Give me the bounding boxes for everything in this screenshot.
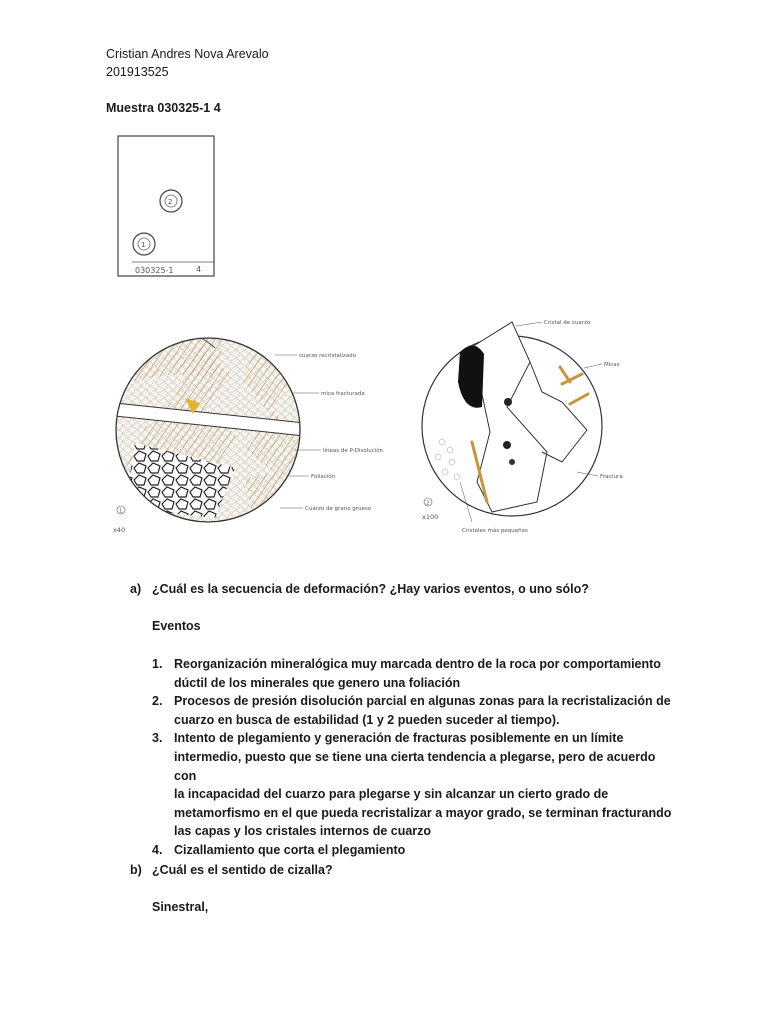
sketch1-label-0: cuarzo recristalizado	[299, 353, 357, 359]
event-number: 4.	[152, 842, 163, 857]
slide-label-num: 4	[196, 265, 202, 274]
sample-title: Muestra 030325-1 4	[106, 101, 221, 115]
event-line: dúctil de los minerales que genero una foliación	[174, 675, 461, 690]
event-line: Procesos de presión disolución parcial en algunas zonas para la recristalización de	[174, 694, 671, 709]
event-number: 1.	[152, 657, 163, 671]
event-item	[152, 841, 672, 860]
sketch1-label-3: Foliación	[311, 474, 336, 480]
event-line: la incapacidad del cuarzo para plegarse y sin alcanzar un cierto grado de	[174, 787, 609, 802]
event-line: cuarzo en busca de estabilidad (1 y 2 pueden suceder al tiempo).	[174, 712, 560, 727]
question-a-marker: a)	[130, 582, 142, 596]
event-line: Cizallamiento que corta el plegamiento	[174, 842, 406, 857]
event-line: Intento de plegamiento y generación de fracturas posiblemente en un límite	[174, 731, 624, 746]
question-a-text: ¿Cuál es la secuencia de deformación? ¿Hay varios eventos, o uno sólo?	[152, 582, 589, 596]
question-b-marker: b)	[130, 863, 142, 877]
event-line: las capas y los cristales internos de cuarzo	[174, 824, 432, 839]
student-id: 201913525	[106, 65, 169, 79]
sketch1-label-2: líneas de P-Disolución	[323, 448, 384, 454]
slide-spot-1: 1	[141, 241, 146, 249]
sketch1-magnification: x40	[113, 526, 126, 534]
event-line: intermedio, puesto que se tiene una cierta tendencia a plegarse, pero de acuerdo con	[174, 749, 656, 783]
event-item	[152, 729, 672, 841]
sketch1-number: 1	[119, 508, 123, 515]
sketch2-number: 2	[426, 500, 430, 507]
sketch1-label-4: Cuarzo de grano grueso	[305, 506, 372, 512]
microscope-sketch-2	[412, 312, 652, 542]
sketch2-label-0: Cristal de cuarzo	[544, 320, 591, 326]
event-item	[152, 655, 672, 692]
microscope-sketch-1	[105, 318, 435, 548]
thin-section-slide	[110, 130, 220, 280]
question-b-text: ¿Cuál es el sentido de cizalla?	[152, 863, 333, 877]
events-heading: Eventos	[152, 619, 201, 633]
sketch2-magnification: x100	[422, 513, 439, 521]
events-list	[152, 655, 672, 860]
event-number: 2.	[152, 694, 163, 709]
sketch2-label-2: Fractura	[600, 474, 623, 480]
event-item	[152, 692, 672, 729]
sketch1-label-1: mica fracturada	[321, 391, 365, 397]
event-line: Reorganización mineralógica muy marcada dentro de la roca por comportamiento	[174, 657, 661, 671]
event-line: metamorfismo en el que pueda recristalizar a mayor grado, se terminan fracturando	[174, 805, 672, 820]
sketch2-label-3: Cristales más pequeños	[462, 528, 528, 534]
question-b-answer: Sinestral,	[152, 900, 209, 914]
author-name: Cristian Andres Nova Arevalo	[106, 47, 269, 61]
slide-label-id: 030325-1	[135, 266, 174, 275]
slide-spot-2: 2	[168, 198, 173, 206]
sketch2-label-1: Micas	[604, 362, 620, 368]
event-number: 3.	[152, 731, 163, 746]
